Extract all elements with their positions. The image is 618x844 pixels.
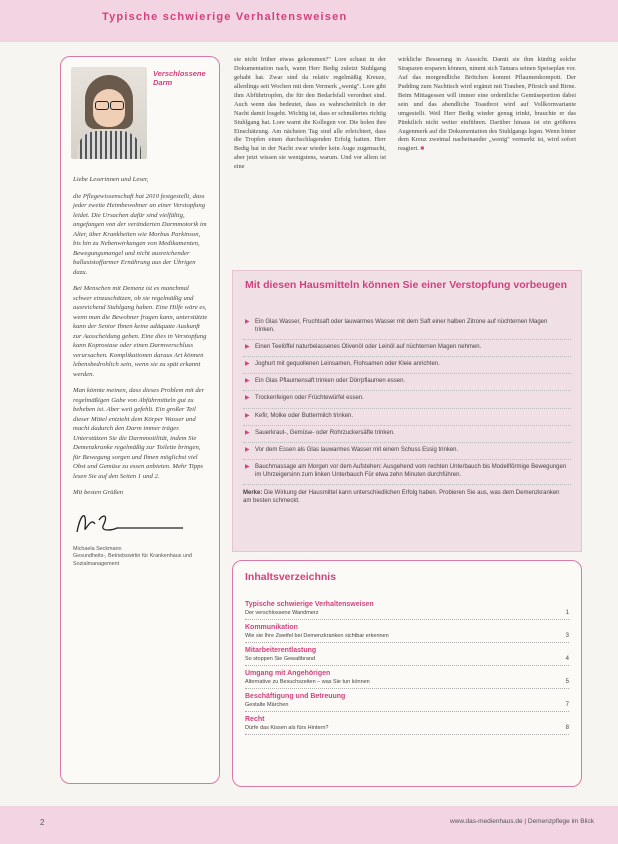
toc-page: 3 xyxy=(565,633,569,639)
toc-entry[interactable]: Gestalte Märchen 7 xyxy=(245,700,569,712)
list-item: ▶ Bauchmassage am Morgen vor dem Aufstehen: Ausgehend vom rechten Unterbauch bis Modellförmige Bewegungen im Uhrzeigersinn zum linken Unterbauch Für etwa zehn Minuten durchführen. xyxy=(243,460,571,485)
list-item: ▶ Einen Teelöffel naturbelassenes Olivenöl oder Leinöl auf nüchternen Magen nehmen. xyxy=(243,340,571,357)
article-column-1: sie nicht früher etwas gekommen?" Lore schaut in der Dokumentation nach, wann Herr Bedig zuletzt Stuhlgang gehabt hat. Zwar sind da relativ regelmäßig Kreuze, allerdings seit Wochen mit dem Vermerk „wenig". Lore gibt ihm Abführtropfen, die für den Bedarfsfall verordnet sind. Auch wenn das bedeutet, dass es wahrscheinlich in der Nacht damit losgeht. Wichtig ist, dass er schmälertes richtig Stuhlgang hat. Lore warnt die Kollegen vor. Die holen ihre Einschätzung. Am nächsten Tag sind alle erleichtert, dass die Tropfen einen durchschlagenden Erfolg hatten. Herr Bedig hat in der Nacht zwar wieder kein Auge zugemacht, aber jetzt wissen sie wenigstens, warum. Und vor allem ist eine xyxy=(234,56,386,171)
editorial-sidebar xyxy=(60,56,220,784)
toc-section[interactable]: Recht xyxy=(245,716,265,723)
footer-bar xyxy=(0,806,618,844)
editorial-text xyxy=(73,175,209,568)
toc-entry[interactable]: Der verschlossene Wandmerz 1 xyxy=(245,608,569,620)
toc-section[interactable]: Umgang mit Angehörigen xyxy=(245,670,331,677)
tips-title: Mit diesen Hausmitteln können Sie einer Verstopfung vorbeugen xyxy=(245,279,568,291)
bullet-triangle-icon: ▶ xyxy=(245,344,250,351)
toc-page: 7 xyxy=(565,702,569,708)
signature-icon xyxy=(73,506,209,540)
toc-entry[interactable]: Wie sie Ihre Zweifel bei Demenzkranken sichtbar erkennen 3 xyxy=(245,631,569,643)
sidebar-heading: Verschlossene Darm xyxy=(153,69,206,88)
signature-role: Gesundheits-, Betriebswirtin für Krankenhaus und Sozialmanagement xyxy=(73,553,192,567)
list-item: ▶ Vor dem Essen als Glas lauwarmes Wasser mit einem Schuss Essig trinken. xyxy=(243,443,571,460)
toc-section[interactable]: Mitarbeiterentlastung xyxy=(245,647,317,654)
toc-section[interactable]: Typische schwierige Verhaltensweisen xyxy=(245,601,374,608)
note-label: Merke: xyxy=(243,490,263,497)
list-item: ▶ Kefir, Molke oder Buttermilch trinken. xyxy=(243,409,571,426)
bullet-triangle-icon: ▶ xyxy=(245,361,250,368)
tips-list xyxy=(243,315,571,506)
toc-page: 5 xyxy=(565,679,569,685)
article-column-2 xyxy=(398,56,576,154)
toc-list xyxy=(245,597,569,735)
toc-page: 8 xyxy=(565,725,569,731)
note-text: Die Wirkung der Hausmittel kann unterschiedlichen Erfolg haben. Probieren Sie aus, was dem Demenzkranken am besten schmeckt. xyxy=(243,490,560,505)
page-number: 2 xyxy=(40,818,45,827)
bullet-triangle-icon: ▶ xyxy=(245,429,250,436)
author-photo xyxy=(71,67,147,159)
bullet-triangle-icon: ▶ xyxy=(245,319,250,325)
list-item: ▶ Ein Glas Pflaumensaft trinken oder Dörrpflaumen essen. xyxy=(243,374,571,391)
closing: Mit besten Grüßen xyxy=(73,489,124,497)
toc-title: Inhaltsverzeichnis xyxy=(245,571,337,583)
list-item: ▶ Joghurt mit gequollenen Leinsamen, Flohsamen oder Kleie anrichten. xyxy=(243,357,571,374)
table-of-contents xyxy=(232,560,582,787)
end-mark-icon: ■ xyxy=(420,145,425,153)
tips-box xyxy=(232,270,582,552)
toc-section[interactable]: Kommunikation xyxy=(245,624,298,631)
header-bar xyxy=(0,0,618,42)
list-item: ▶ Trockenfeigen oder Früchtewürfel essen. xyxy=(243,391,571,408)
signature-name: Michaela Seckmann xyxy=(73,545,122,552)
toc-page: 4 xyxy=(565,656,569,662)
editorial-paragraph: Bei Menschen mit Demenz ist es manchmal schwer einzuschätzen, ob sie regelmäßig und ausreichend Stuhlgang haben. Eine Hilfe wäre es, wenn man die Bewohner fragen kann, unterstützte kann der Senior Ihnen keine adäquate Auskunft zur Ausscheidung geben. Eine dies in Verstopfung kann Koprostase oder einen Darmverschluss verursachen. Komplikationen daraus Art können lebensbedrohlich sein, wenn sie zu spät erkannt werden. xyxy=(73,285,208,378)
editorial-paragraph: die Pflegewissenschaft hat 2010 festgestellt, dass jeder zweite Heimbewohner an einer Verstopfung leidet. Die Ursachen dafür sind vielfältig, angefangen von der veränderten Darmmotorik im Alter, über Krankheiten wie Morbus Parkinson, bis hin zu Nebenwirkungen von Medikamenten, Bewegungsmangel und nicht ausreichender ballaststoffarmer Ernährung aus der Übrigen dazu. xyxy=(73,192,207,276)
list-item: ▶ Sauerkraut-, Gemüse- oder Rohrzuckersäfte trinken. xyxy=(243,426,571,443)
section-title: Typische schwierige Verhaltensweisen xyxy=(102,11,348,23)
bullet-triangle-icon: ▶ xyxy=(245,378,250,385)
list-item: ▶ Ein Glas Wasser, Fruchtsaft oder lauwarmes Wasser mit dem Saft einer halben Zitrone auf nüchternen Magen trinken. xyxy=(243,315,571,340)
bullet-triangle-icon: ▶ xyxy=(245,463,250,470)
toc-entry[interactable]: Alternative zu Besuchszeiten – was Sie tun können 5 xyxy=(245,677,569,689)
bullet-triangle-icon: ▶ xyxy=(245,446,250,453)
article-column-2-text: wirkliche Besserung in Aussicht. Damit sie ihm künftig solche Strapazen ersparen können, nimmt sich Tamara seinen Speiseplan vor. Auf das morgendliche Brötchen kommt Pflaumenkompott. Der Pudding zum Nachtisch wird ergänzt mit Trauben, Pfirsich und Birne. Beim Mittagessen will immer eine ordentliche Gemüseportion dabei sein und das abendliche Toastbrot wird auf Vollkornvariante umgestellt. Weil Herr Bedig wieder genug trinkt, brauchte er das Pünktlich nicht weiter einführen. Darüber hinaus ist ein größeres Augenmerk auf die Dokumentation des Stuhlgangs legen. Wenn hinter dem Kreuz zweimal nacheinander „wenig" vermerkt ist, wird sofort reagiert. xyxy=(398,56,576,153)
bullet-triangle-icon: ▶ xyxy=(245,412,250,419)
toc-entry[interactable]: So stoppen Sie Gewaltbrand 4 xyxy=(245,654,569,666)
toc-page: 1 xyxy=(565,610,569,616)
toc-entry[interactable]: Dürfe das Kissen als fürs Hintern? 8 xyxy=(245,723,569,735)
footer-text: www.das-medienhaus.de | Demenzpflege im Blick xyxy=(449,818,594,825)
editorial-paragraph: Man könnte meinen, dass dieses Problem mit der regelmäßigen Gabe von Abführmitteln gut zu beheben ist. Aber weit gefehlt. Ein großer Teil dieser Mittel entzieht dem Körper Wasser und macht dadurch den Darm immer träger. Unterstützen Sie die Darmmotilität, indem Sie Demenzkranke regelmäßig zur Toilette bringen, für Bewegung sorgen und Ihnen möglichst viel Obst und Gemüse zu essen anbieten. Mehr Tipps lesen Sie auf den Seiten 1 und 2. xyxy=(73,387,205,480)
note xyxy=(243,485,571,506)
bullet-triangle-icon: ▶ xyxy=(245,395,250,402)
toc-section[interactable]: Beschäftigung und Betreuung xyxy=(245,693,346,700)
salutation: Liebe Leserinnen und Leser, xyxy=(73,176,149,183)
